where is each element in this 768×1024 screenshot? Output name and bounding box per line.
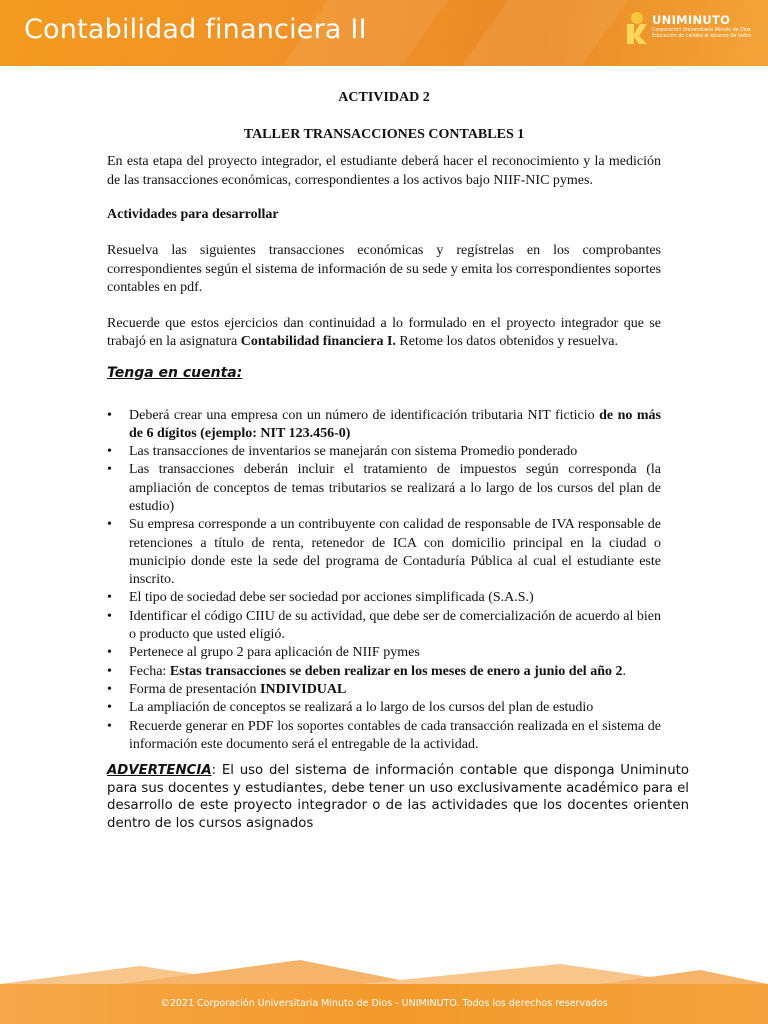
activities-heading: Actividades para desarrollar [107, 207, 279, 222]
list-item-text: Forma de presentación [129, 681, 261, 697]
uniminuto-logo [624, 10, 764, 52]
document-body [107, 90, 689, 832]
list-item [107, 608, 661, 645]
taller-title: TALLER TRANSACCIONES CONTABLES 1 [243, 127, 525, 142]
header-decoration [438, 0, 642, 66]
bullet-icon: • [107, 444, 112, 460]
intro-paragraph: En esta etapa del proyecto integrador, el estudiante deberá hacer el reconocimiento y la medición de las transacciones económicas, correspondientes a los activos bajo NIIF-NIC pymes. [107, 154, 661, 188]
list-item-text: Recuerde generar en PDF los soportes contables de cada transacción realizada en el sistema de información este documento será el entregable de la actividad. [129, 718, 661, 752]
bullet-icon: • [107, 517, 112, 533]
logo-subtitle [652, 28, 764, 40]
list-item-text: El tipo de sociedad debe ser sociedad por acciones simplificada (S.A.S.) [129, 590, 534, 606]
list-item-text: Las transacciones de inventarios se manejarán con sistema Promedio ponderado [129, 444, 578, 460]
list-item [107, 407, 661, 444]
recuerde-text: Recuerde que estos ejercicios dan continuidad a lo formulado en el proyecto integrador que se trabajó en la asignatura [107, 315, 661, 349]
list-item [107, 681, 661, 699]
logo-name: UNIMINUTO [652, 13, 731, 27]
list-item-text: Deberá crear una empresa con un número de identificación tributaria NIT ficticio [129, 407, 600, 423]
bullet-icon: • [107, 608, 112, 624]
list-item [107, 443, 661, 461]
advertencia-label: ADVERTENCIA [107, 763, 212, 779]
bullet-icon: • [107, 663, 112, 679]
list-item-bold: Estas transacciones se deben realizar en los meses de enero a junio del año 2 [169, 663, 623, 679]
course-title: Contabilidad financiera II [24, 14, 367, 45]
list-item-text: Su empresa corresponde a un contribuyente con calidad de responsable de IVA responsable de retenciones a título de renta, retenedor de ICA con domicilio principal en la ciudad o municipio donde este la sede del programa de Contaduría Pública al cual el estudiante este inscrito. [129, 517, 661, 588]
list-item [107, 699, 661, 717]
uniminuto-logo-icon [624, 10, 650, 46]
logo-subtitle-line: Corporación Universitaria Minuto de Dios [652, 28, 751, 33]
tenga-heading: Tenga en cuenta: [107, 364, 243, 381]
recuerde-paragraph [107, 315, 661, 352]
list-item [107, 516, 661, 589]
footer-copyright: ©2021 Corporación Universitaria Minuto de Dios - UNIMINUTO. Todos los derechos reservados [160, 998, 608, 1009]
list-item-text: Identificar el código CIIU de su actividad, que debe ser de comercialización de acuerdo al bien o producto que usted eligió. [129, 608, 661, 643]
recuerde-bold: Contabilidad financiera I. [240, 334, 396, 349]
bullet-icon: • [107, 718, 112, 734]
list-item [107, 644, 661, 662]
requirements-list [107, 407, 661, 755]
bullet-icon: • [107, 407, 112, 423]
list-item-text: . [622, 663, 626, 679]
bullet-icon: • [107, 681, 112, 697]
bullet-icon: • [107, 590, 112, 606]
list-item [107, 589, 661, 607]
page-footer [0, 954, 768, 1024]
page-header [0, 0, 768, 66]
recuerde-text: Retome los datos obtenidos y resuelva. [395, 334, 618, 349]
bullet-icon: • [107, 645, 112, 661]
list-item-bold: de no más de 6 dígitos (ejemplo: NIT 123.456-0) [129, 407, 661, 441]
list-item [107, 461, 661, 516]
list-item-text: Las transacciones deberán incluir el tratamiento de impuestos según corresponda (la ampliación de conceptos de temas tributarios se realizará a lo largo de los cursos del plan de estudio) [129, 462, 661, 514]
list-item-text: La ampliación de conceptos se realizará a lo largo de los cursos del plan de estudio [129, 700, 594, 716]
list-item [107, 663, 661, 681]
bullet-icon: • [107, 462, 112, 478]
bullet-icon: • [107, 700, 112, 716]
list-item [107, 718, 661, 755]
list-item-text: Fecha: [129, 663, 170, 679]
resuelva-paragraph: Resuelva las siguientes transacciones económicas y regístrelas en los comprobantes correspondientes según el sistema de información de su sede y emita los correspondientes soportes contables en pdf. [107, 243, 661, 295]
list-item-bold: INDIVIDUAL [260, 681, 347, 697]
list-item-text: Pertenece al grupo 2 para aplicación de NIIF pymes [129, 645, 420, 661]
advertencia-paragraph [107, 762, 689, 832]
advertencia-text: : El uso del sistema de información contable que disponga Uniminuto para sus docentes y estudiantes, debe tener un uso exclusivamente académico para el desarrollo de este proyecto integrador o de las actividades que los docentes orienten dentro de los cursos asignados [107, 763, 689, 831]
activity-title: ACTIVIDAD 2 [338, 90, 430, 105]
logo-subtitle-line: Educación de calidad al alcance de todos [652, 34, 752, 39]
